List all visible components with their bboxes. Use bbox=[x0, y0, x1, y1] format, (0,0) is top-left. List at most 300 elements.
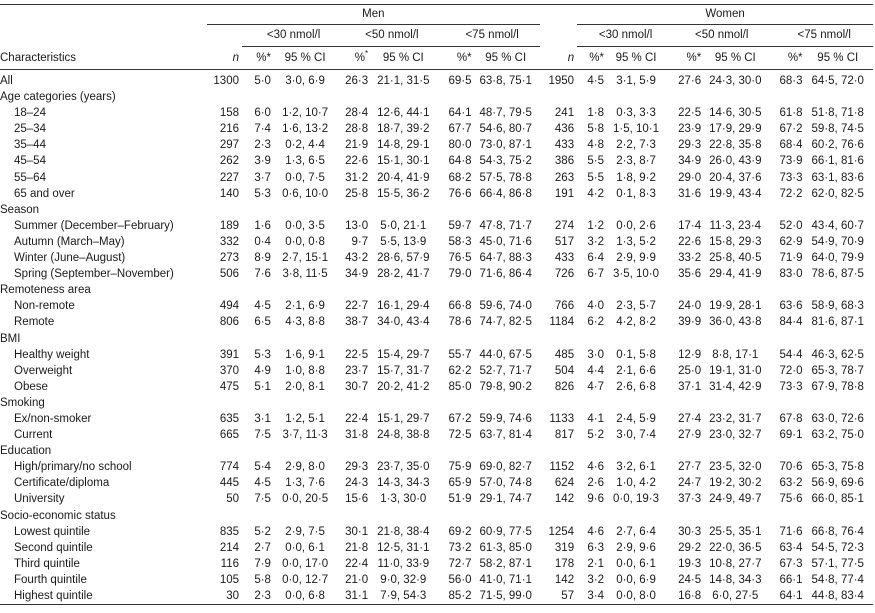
cell-men-ci30: 3·8, 11·5 bbox=[282, 268, 328, 281]
table-row bbox=[0, 234, 873, 250]
cell-women-ci30: 0·0, 6·9 bbox=[616, 573, 656, 586]
cell-women-ci30: 2·3, 8·7 bbox=[616, 155, 656, 168]
cell-men-ci50: 20·2, 41·2 bbox=[377, 380, 430, 393]
cell-women-pct75: 63·2 bbox=[779, 477, 803, 490]
cell-women-pct50: 23·9 bbox=[678, 123, 702, 136]
cell-men-ci30: 2·7, 15·1 bbox=[282, 252, 329, 265]
cell-men-pct75: 69·5 bbox=[448, 75, 472, 87]
cell-women-pct30: 5·5 bbox=[587, 155, 604, 168]
cell-women-pct30: 4·0 bbox=[587, 300, 604, 313]
cell-men-pct75: 79·0 bbox=[448, 268, 472, 281]
cell-women-pct30: 4·7 bbox=[587, 380, 604, 393]
cell-women-ci30: 2·2, 7·3 bbox=[616, 139, 656, 152]
cell-women-ci50: 15·8, 29·3 bbox=[709, 235, 762, 248]
cell-women-ci50: 19·2, 30·2 bbox=[709, 477, 762, 490]
group-filler bbox=[207, 331, 873, 347]
table-row bbox=[0, 70, 873, 90]
header-men-n: n bbox=[207, 47, 242, 70]
cell-men-pct75: 65·9 bbox=[448, 477, 472, 490]
row-label: Season bbox=[0, 203, 40, 216]
cell-men-pct50: 30·1 bbox=[345, 525, 369, 538]
cell-men-ci30: 2·0, 8·1 bbox=[285, 380, 325, 393]
cell-men-ci50: 11·0, 33·9 bbox=[377, 557, 430, 570]
cell-women-n: 485 bbox=[554, 348, 575, 361]
cell-women-ci75: 66·0, 85·1 bbox=[811, 493, 864, 506]
cell-women-n: 263 bbox=[554, 171, 575, 184]
cell-men-pct50: 22·4 bbox=[345, 412, 369, 425]
group-filler bbox=[207, 282, 873, 298]
table-row bbox=[0, 137, 873, 153]
cell-men-ci30: 0·0, 17·0 bbox=[282, 557, 329, 570]
cell-women-pct30: 4·8 bbox=[587, 139, 604, 152]
row-label: Third quintile bbox=[14, 557, 80, 570]
cell-women-pct75: 63·6 bbox=[779, 300, 803, 313]
cell-women-n: 726 bbox=[554, 268, 575, 281]
cell-women-pct50: 31·6 bbox=[678, 187, 702, 200]
cell-women-ci30: 2·9, 9·6 bbox=[616, 541, 656, 554]
cell-women-pct50: 35·6 bbox=[678, 268, 702, 281]
cell-men-ci50: 15·1, 30·1 bbox=[377, 155, 430, 168]
cell-women-pct30: 2·6 bbox=[587, 477, 604, 490]
table-row bbox=[0, 475, 873, 491]
cell-women-ci75: 64·0, 79·9 bbox=[811, 252, 864, 265]
cell-women-n: 504 bbox=[554, 364, 575, 377]
cell-men-ci50: 20·4, 41·9 bbox=[377, 171, 430, 184]
cell-women-pct50: 22·6 bbox=[678, 235, 702, 248]
cell-women-pct75: 62·9 bbox=[779, 235, 803, 248]
cell-men-pct75: 72·5 bbox=[448, 429, 472, 442]
cell-men-ci30: 0·0, 7·5 bbox=[285, 171, 325, 184]
cell-men-pct30: 4·5 bbox=[254, 477, 271, 490]
row-label: Current bbox=[14, 429, 53, 442]
cell-men-pct75: 62·2 bbox=[448, 364, 472, 377]
table-row bbox=[0, 556, 873, 572]
cell-women-ci30: 0·3, 3·3 bbox=[616, 107, 656, 120]
row-label: Obese bbox=[14, 380, 48, 393]
cell-women-ci50: 14·6, 30·5 bbox=[709, 107, 762, 120]
table-row bbox=[0, 379, 873, 395]
cell-women-pct50: 24·0 bbox=[678, 300, 702, 313]
cell-men-ci50: 12·5, 31·1 bbox=[377, 541, 430, 554]
cell-men-pct30: 4·5 bbox=[254, 300, 271, 313]
cell-men-pct75: 64·8 bbox=[448, 155, 472, 168]
cell-women-ci50: 26·0, 43·9 bbox=[709, 155, 762, 168]
cell-women-ci75: 59·8, 74·5 bbox=[811, 123, 864, 136]
cell-women-ci50: 19·1, 31·0 bbox=[709, 364, 762, 377]
row-label: 25–34 bbox=[14, 123, 46, 136]
cell-men-ci30: 0·0, 3·5 bbox=[285, 219, 325, 232]
cell-women-pct30: 3·0 bbox=[587, 348, 604, 361]
cell-women-pct30: 3·4 bbox=[577, 588, 604, 605]
cell-men-n: 506 bbox=[219, 268, 239, 281]
cell-men-n: 227 bbox=[219, 171, 239, 184]
cell-women-pct30: 4·6 bbox=[587, 525, 604, 538]
cell-men-pct50: 31·1 bbox=[339, 588, 368, 605]
cell-men-pct50: 38·7 bbox=[345, 316, 369, 329]
cell-women-ci75: 60·2, 76·6 bbox=[811, 139, 864, 152]
cell-women-pct50: 27·7 bbox=[678, 461, 702, 474]
header-characteristics: Characteristics bbox=[0, 47, 207, 70]
cell-men-pct50: 22·4 bbox=[345, 557, 369, 570]
table-body bbox=[0, 70, 873, 605]
cell-men-pct30: 2·3 bbox=[254, 139, 271, 152]
cell-men-pct75: 66·8 bbox=[448, 300, 472, 313]
cell-men-pct50: 13·0 bbox=[345, 219, 369, 232]
cell-men-ci75: 60·9, 77·5 bbox=[479, 525, 532, 538]
cell-men-pct75: 78·6 bbox=[448, 316, 472, 329]
cell-women-pct30: 4·2 bbox=[587, 187, 604, 200]
cell-men-ci75: 66·4, 86·8 bbox=[479, 187, 532, 200]
cell-men-ci75: 47·8, 71·7 bbox=[479, 219, 532, 232]
cell-men-pct30: 5·3 bbox=[254, 348, 271, 361]
cell-men-pct30: 5·8 bbox=[254, 573, 271, 586]
cell-women-pct30: 4·4 bbox=[587, 364, 604, 377]
header-women-lt75: <75 nmol/l bbox=[769, 25, 873, 47]
cell-women-pct50: 12·9 bbox=[678, 348, 702, 361]
table-row bbox=[0, 266, 873, 282]
cell-women-ci75: 57·1, 77·5 bbox=[811, 557, 864, 570]
cell-women-pct50: 27·9 bbox=[678, 429, 702, 442]
cell-men-ci75: 61·3, 85·0 bbox=[479, 541, 532, 554]
cell-women-ci75: 54·8, 77·4 bbox=[811, 573, 864, 586]
cell-women-pct30: 6·7 bbox=[587, 268, 604, 281]
cell-men-ci50: 1·3, 30·0 bbox=[380, 493, 427, 506]
cell-men-ci30: 3·7, 11·3 bbox=[282, 429, 328, 442]
header-men-lt50: <50 nmol/l bbox=[339, 25, 438, 47]
cell-women-ci30: 4·2, 8·2 bbox=[616, 316, 656, 329]
cell-women-ci75: 58·9, 68·3 bbox=[811, 300, 864, 313]
group-header-row bbox=[0, 89, 873, 105]
cell-women-ci30: 2·3, 5·7 bbox=[616, 300, 656, 313]
cell-men-ci75: 52·7, 71·7 bbox=[479, 364, 532, 377]
row-label: Remote bbox=[14, 316, 55, 329]
cell-women-pct50: 30·3 bbox=[678, 525, 702, 538]
row-label: University bbox=[14, 493, 65, 506]
cell-men-ci75: 59·6, 74·0 bbox=[479, 300, 532, 313]
cell-men-pct50: 28·8 bbox=[345, 123, 369, 136]
cell-men-pct30: 7·9 bbox=[254, 557, 271, 570]
cell-men-n: 262 bbox=[219, 155, 239, 168]
cell-men-ci75: 73·0, 87·1 bbox=[479, 139, 532, 152]
header-women-n: n bbox=[540, 47, 577, 70]
cell-women-ci50: 36·0, 43·8 bbox=[709, 316, 762, 329]
cell-men-pct50: 21·8 bbox=[345, 541, 369, 554]
cell-men-ci30: 2·9, 8·0 bbox=[285, 461, 325, 474]
cell-men-ci50: 15·4, 29·7 bbox=[377, 348, 430, 361]
cell-women-pct75: 73·3 bbox=[779, 171, 803, 184]
cell-women-ci75: 63·0, 72·6 bbox=[811, 412, 864, 425]
cell-men-pct30: 7·4 bbox=[254, 123, 271, 136]
cell-women-pct30: 2·1 bbox=[587, 557, 604, 570]
cell-men-pct75: 67·7 bbox=[448, 123, 472, 136]
cell-men-pct50: 9·7 bbox=[351, 235, 369, 248]
cell-women-pct75: 69·1 bbox=[779, 429, 803, 442]
cell-men-ci75: 58·2, 87·1 bbox=[479, 557, 532, 570]
cell-men-ci30: 2·1, 6·9 bbox=[285, 300, 325, 313]
cell-women-ci50: 17·9, 29·9 bbox=[709, 123, 762, 136]
cell-men-ci30: 2·9, 7·5 bbox=[285, 525, 325, 538]
cell-women-ci75: 64·5, 72·0 bbox=[811, 75, 864, 87]
row-label: Lowest quintile bbox=[14, 525, 91, 538]
table-row bbox=[0, 105, 873, 121]
cell-men-ci75: 74·7, 82·5 bbox=[479, 316, 532, 329]
cell-men-ci50: 14·8, 29·1 bbox=[377, 139, 430, 152]
cell-men-pct75: 68·2 bbox=[448, 171, 472, 184]
row-label: 65 and over bbox=[14, 187, 75, 200]
cell-women-pct75: 67·8 bbox=[779, 412, 803, 425]
cell-women-n: 817 bbox=[554, 429, 575, 442]
cell-women-ci50: 25·8, 40·5 bbox=[709, 252, 762, 265]
cell-men-ci30: 0·0, 6·1 bbox=[285, 541, 325, 554]
cell-women-pct75: 67·2 bbox=[779, 123, 803, 136]
row-label: Age categories (years) bbox=[0, 91, 116, 104]
table-row bbox=[0, 298, 873, 314]
cell-women-n: 1152 bbox=[549, 461, 575, 474]
cell-men-pct75: 76·6 bbox=[448, 187, 472, 200]
cell-women-ci50: 6·0, 27·5 bbox=[701, 588, 769, 605]
row-label: Summer (December–February) bbox=[14, 219, 174, 232]
row-label: 55–64 bbox=[14, 171, 46, 184]
cell-men-pct75: 58·3 bbox=[448, 235, 472, 248]
cell-women-ci30: 3·5, 10·0 bbox=[613, 268, 660, 281]
header-men-lt75: <75 nmol/l bbox=[438, 25, 539, 47]
cell-women-ci30: 1·3, 5·2 bbox=[616, 235, 656, 248]
table-row bbox=[0, 411, 873, 427]
cell-women-pct75: 71·9 bbox=[779, 252, 803, 265]
cell-men-ci75: 45·0, 71·6 bbox=[479, 235, 532, 248]
table-row bbox=[0, 588, 873, 605]
cell-women-pct30: 3·2 bbox=[587, 235, 604, 248]
cell-women-ci75: 81·6, 87·1 bbox=[811, 316, 864, 329]
cell-men-ci75: 44·0, 67·5 bbox=[479, 348, 532, 361]
cell-women-pct50: 37·3 bbox=[678, 493, 702, 506]
table-row bbox=[0, 347, 873, 363]
cell-men-n: 774 bbox=[219, 461, 239, 474]
cell-men-n: 445 bbox=[219, 477, 239, 490]
cell-men-pct30: 2·3 bbox=[242, 588, 271, 605]
header-men-pct30: %* bbox=[242, 47, 271, 70]
cell-women-ci75: 46·3, 62·5 bbox=[811, 348, 864, 361]
group-filler bbox=[207, 202, 873, 218]
cell-men-ci30: 1·6, 9·1 bbox=[285, 348, 325, 361]
cell-men-n: 116 bbox=[220, 557, 239, 570]
cell-women-ci75: 56·9, 69·6 bbox=[811, 477, 864, 490]
cell-men-pct50: 15·6 bbox=[345, 493, 369, 506]
cell-women-ci50: 24·9, 49·7 bbox=[709, 493, 762, 506]
cell-women-ci30: 0·0, 6·1 bbox=[616, 557, 656, 570]
cell-women-n: 241 bbox=[554, 107, 575, 120]
cell-men-pct50: 21·9 bbox=[345, 139, 369, 152]
cell-women-pct50: 29·0 bbox=[678, 171, 702, 184]
group-header-row bbox=[0, 282, 873, 298]
cell-women-pct75: 75·6 bbox=[779, 493, 803, 506]
cell-women-pct50: 25·0 bbox=[678, 364, 702, 377]
cell-men-ci30: 3·0, 6·9 bbox=[285, 75, 325, 87]
cell-men-pct75: 76·5 bbox=[448, 252, 472, 265]
table-row bbox=[0, 121, 873, 137]
cell-women-n: 274 bbox=[554, 219, 575, 232]
cell-men-pct50: 23·7 bbox=[345, 364, 369, 377]
cell-women-ci75: 62·0, 82·5 bbox=[811, 187, 864, 200]
cell-men-ci50: 21·1, 31·5 bbox=[377, 75, 430, 87]
cell-men-pct50: 21·0 bbox=[345, 573, 369, 586]
cell-women-n: 624 bbox=[554, 477, 575, 490]
cell-men-pct30: 3·9 bbox=[254, 155, 271, 168]
cell-men-pct75: 72·7 bbox=[448, 557, 472, 570]
cell-men-pct75: 59·7 bbox=[448, 219, 472, 232]
cell-women-pct30: 5·5 bbox=[587, 171, 604, 184]
cell-men-pct30: 4·9 bbox=[254, 364, 271, 377]
cell-men-ci50: 9·0, 32·9 bbox=[380, 573, 427, 586]
cell-women-pct75: 66·1 bbox=[779, 573, 803, 586]
cell-women-pct75: 63·4 bbox=[779, 541, 803, 554]
row-label: Second quintile bbox=[14, 541, 93, 554]
cell-men-ci30: 0·6, 10·0 bbox=[282, 187, 329, 200]
cell-men-n: 635 bbox=[219, 412, 239, 425]
cell-men-n: 30 bbox=[207, 588, 242, 605]
cell-men-pct75: 67·2 bbox=[448, 412, 472, 425]
cell-men-pct30: 1·6 bbox=[254, 219, 271, 232]
cell-men-ci30: 4·3, 8·8 bbox=[285, 316, 325, 329]
group-filler bbox=[207, 443, 873, 459]
cell-women-n: 1133 bbox=[549, 412, 575, 425]
cell-men-ci75: 63·8, 75·1 bbox=[479, 75, 532, 87]
cell-men-n: 50 bbox=[226, 493, 239, 506]
cell-men-ci50: 16·1, 29·4 bbox=[377, 300, 430, 313]
cell-women-pct30: 6·4 bbox=[587, 252, 604, 265]
cell-men-pct50: 22·6 bbox=[345, 155, 369, 168]
cell-women-pct30: 6·3 bbox=[587, 541, 604, 554]
cell-women-pct75: 64·1 bbox=[769, 588, 802, 605]
header-women-lt50: <50 nmol/l bbox=[668, 25, 769, 47]
table-row bbox=[0, 524, 873, 540]
cell-women-pct75: 61·8 bbox=[779, 107, 803, 120]
cell-men-n: 665 bbox=[219, 429, 239, 442]
cell-women-pct75: 54·4 bbox=[779, 348, 803, 361]
table-row bbox=[0, 153, 873, 169]
cell-women-ci75: 63·2, 75·0 bbox=[811, 429, 864, 442]
cell-women-n: 436 bbox=[554, 123, 575, 136]
cell-women-ci75: 63·1, 83·6 bbox=[811, 171, 864, 184]
table-row bbox=[0, 186, 873, 202]
cell-women-ci75: 54·5, 72·3 bbox=[811, 541, 864, 554]
cell-men-n: 475 bbox=[219, 380, 239, 393]
group-header-row bbox=[0, 331, 873, 347]
cell-men-pct50: 29·3 bbox=[345, 461, 369, 474]
row-label: Certificate/diploma bbox=[14, 477, 110, 490]
row-label: 35–44 bbox=[14, 139, 46, 152]
cell-women-n: 386 bbox=[554, 155, 575, 168]
cell-women-ci30: 2·1, 6·6 bbox=[616, 364, 656, 377]
cell-women-ci50: 19·9, 43·4 bbox=[709, 187, 762, 200]
cell-men-n: 140 bbox=[219, 187, 239, 200]
header-women-pct75: %* bbox=[769, 47, 802, 70]
cell-women-n: 433 bbox=[554, 252, 575, 265]
cell-men-pct50: 30·7 bbox=[345, 380, 369, 393]
cell-women-ci50: 23·5, 32·0 bbox=[709, 461, 762, 474]
cell-women-ci30: 0·0, 2·6 bbox=[616, 219, 656, 232]
cell-women-pct30: 6·2 bbox=[587, 316, 604, 329]
cell-women-ci30: 2·4, 5·9 bbox=[616, 412, 656, 425]
cell-men-pct75: 69·2 bbox=[448, 525, 472, 538]
table-row bbox=[0, 363, 873, 379]
cell-women-ci75: 78·6, 87·5 bbox=[811, 268, 864, 281]
cell-men-ci50: 14·3, 34·3 bbox=[377, 477, 430, 490]
cell-men-ci30: 0·0, 6·8 bbox=[271, 588, 339, 605]
cell-men-ci75: 57·0, 74·8 bbox=[479, 477, 532, 490]
cell-men-ci30: 0·0, 20·5 bbox=[282, 493, 329, 506]
cell-women-ci75: 66·8, 76·4 bbox=[811, 525, 864, 538]
cell-men-n: 273 bbox=[219, 252, 239, 265]
cell-men-ci75: 63·7, 81·4 bbox=[479, 429, 532, 442]
cell-women-ci50: 19·9, 28·1 bbox=[709, 300, 762, 313]
cell-women-pct75: 72·2 bbox=[779, 187, 803, 200]
cell-women-pct50: 39·9 bbox=[678, 316, 702, 329]
cell-women-ci30: 2·7, 6·4 bbox=[616, 525, 656, 538]
cell-men-pct30: 5·1 bbox=[254, 380, 271, 393]
cell-men-pct30: 7·6 bbox=[254, 268, 271, 281]
cell-men-ci50: 12·6, 44·1 bbox=[377, 107, 430, 120]
cell-men-ci30: 0·2, 4·4 bbox=[285, 139, 325, 152]
cell-women-pct75: 73·3 bbox=[779, 380, 803, 393]
header-men: Men bbox=[207, 5, 540, 25]
cell-men-ci50: 18·7, 39·2 bbox=[377, 123, 430, 136]
cell-women-pct75: 70·6 bbox=[779, 461, 803, 474]
cell-women-pct30: 3·2 bbox=[587, 573, 604, 586]
cell-men-pct30: 5·3 bbox=[254, 187, 271, 200]
cell-women-ci30: 1·5, 10·1 bbox=[613, 123, 660, 136]
group-filler bbox=[207, 89, 873, 105]
row-label: 18–24 bbox=[14, 107, 46, 120]
cell-men-pct50: 31·8 bbox=[345, 429, 369, 442]
cell-women-pct30: 4·6 bbox=[587, 461, 604, 474]
cell-women-n: 1184 bbox=[549, 316, 575, 329]
cell-men-ci50: 15·5, 36·2 bbox=[377, 187, 430, 200]
cell-women-ci50: 8·8, 17·1 bbox=[712, 348, 759, 361]
table-row bbox=[0, 540, 873, 556]
cell-women-pct30: 4·5 bbox=[587, 75, 604, 87]
cell-men-pct50: 22·5 bbox=[345, 348, 369, 361]
group-header-row bbox=[0, 508, 873, 524]
cell-women-ci30: 3·1, 5·9 bbox=[616, 75, 656, 87]
header-women-ci50: 95 % CI bbox=[701, 47, 769, 70]
header-men-pct50: %* bbox=[339, 47, 368, 70]
cell-men-n: 158 bbox=[219, 107, 239, 120]
cell-men-ci30: 1·0, 8·8 bbox=[285, 364, 325, 377]
cell-men-n: 1300 bbox=[213, 75, 239, 87]
cell-men-n: 391 bbox=[219, 348, 239, 361]
cell-men-ci30: 0·0, 12·7 bbox=[282, 573, 329, 586]
header-women-lt30: <30 nmol/l bbox=[577, 25, 668, 47]
cell-men-n: 297 bbox=[219, 139, 239, 152]
cell-men-ci75: 54·6, 80·7 bbox=[479, 123, 532, 136]
cell-women-ci75: 44·8, 83·4 bbox=[803, 588, 873, 605]
row-label: Education bbox=[0, 445, 52, 458]
cell-men-ci75: 29·1, 74·7 bbox=[479, 493, 532, 506]
cell-women-pct50: 27·4 bbox=[678, 412, 702, 425]
cell-men-pct75: 51·9 bbox=[448, 493, 472, 506]
cell-men-pct50: 24·3 bbox=[345, 477, 369, 490]
cell-men-ci50: 5·0, 21·1 bbox=[380, 219, 427, 232]
table-row bbox=[0, 459, 873, 475]
cell-men-pct30: 6·0 bbox=[254, 107, 271, 120]
cell-men-ci30: 1·2, 5·1 bbox=[285, 412, 325, 425]
cell-women-pct50: 29·3 bbox=[678, 139, 702, 152]
cell-women-pct50: 17·4 bbox=[678, 219, 702, 232]
group-filler bbox=[207, 395, 873, 411]
cell-men-pct30: 8·9 bbox=[254, 252, 271, 265]
cell-women-ci30: 3·2, 6·1 bbox=[616, 461, 656, 474]
